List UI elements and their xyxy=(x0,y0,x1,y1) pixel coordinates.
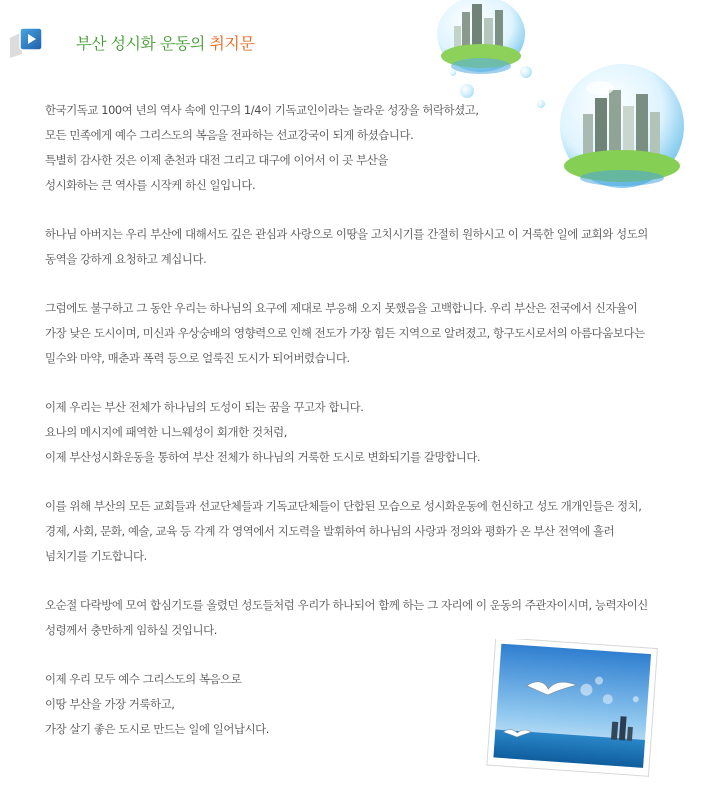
play-icon xyxy=(8,24,52,60)
text-line: 이제 우리는 부산 전체가 하나님의 도성이 되는 꿈을 꾸고자 합니다. xyxy=(45,400,364,414)
text-line: 하나님 아버지는 우리 부산에 대해서도 깊은 관심과 사랑으로 이땅을 고치시기를 간절히 원하시고 이 거룩한 일에 교회와 성도의 xyxy=(45,227,648,241)
title-main: 부산 성시화 운동의 xyxy=(76,34,210,53)
page-header xyxy=(0,18,420,68)
small-bubble xyxy=(520,66,532,78)
title-accent: 취지문 xyxy=(209,34,255,53)
paragraph xyxy=(45,296,685,371)
text-line: 경제, 사회, 문화, 예술, 교육 등 각계 각 영역에서 지도력을 발휘하여 하나님의 사랑과 정의와 평화가 온 부산 전역에 흘러 xyxy=(45,524,615,538)
small-bubble xyxy=(450,70,456,76)
text-line: 성시화하는 큰 역사를 시작케 하신 일입니다. xyxy=(45,178,256,192)
text-line: 한국기독교 100여 년의 역사 속에 인구의 1/4이 기독교인이라는 놀라운 성장을 허락하셨고, xyxy=(45,103,479,117)
text-line: 이제 부산성시화운동을 통하여 부산 전체가 하나님의 거룩한 도시로 변화되기를 갈망합니다. xyxy=(45,450,481,464)
text-line: 가장 낮은 도시이며, 미신과 우상숭배의 영향력으로 인해 전도가 가장 힘든 지역으로 알려졌고, 항구도시로서의 아름다움보다는 xyxy=(45,326,645,340)
text-line: 이를 위해 부산의 모든 교회들과 선교단체들과 기독교단체들이 단합된 모습으로 성시화운동에 헌신하고 성도 개개인들은 정치, xyxy=(45,499,642,513)
small-bubble xyxy=(460,84,474,98)
text-line: 이땅 부산을 가장 거룩하고, xyxy=(45,697,175,711)
city-bubble-illustration xyxy=(432,0,530,78)
text-line: 특별히 감사한 것은 이제 춘천과 대전 그리고 대구에 이어서 이 곳 부산을 xyxy=(45,153,388,167)
text-line: 동역을 강하게 요청하고 계십니다. xyxy=(45,252,207,266)
seagull-city-photo xyxy=(485,639,665,779)
paragraph xyxy=(45,222,685,272)
paragraph xyxy=(45,593,685,643)
page-title xyxy=(76,31,254,54)
text-line: 가장 살기 좋은 도시로 만드는 일에 일어납시다. xyxy=(45,722,270,736)
paragraph xyxy=(45,98,685,198)
text-line: 성령께서 충만하게 임하실 것입니다. xyxy=(45,623,217,637)
text-line: 이제 우리 모두 예수 그리스도의 복음으로 xyxy=(45,672,242,686)
paragraph xyxy=(45,395,685,470)
text-line: 모든 민족에게 예수 그리스도의 복음을 전파하는 선교강국이 되게 하셨습니다. xyxy=(45,128,414,142)
text-line: 요나의 메시지에 패역한 니느웨성이 회개한 것처럼, xyxy=(45,425,287,439)
text-line: 밀수와 마약, 매춘과 폭력 등으로 얼룩진 도시가 되어버렸습니다. xyxy=(45,351,350,365)
text-line: 그럼에도 불구하고 그 동안 우리는 하나님의 요구에 제대로 부응해 오지 못했음을 고백합니다. 우리 부산은 전국에서 신자율이 xyxy=(45,301,638,315)
text-line: 넘치기를 기도합니다. xyxy=(45,549,147,563)
paragraph xyxy=(45,494,685,569)
text-line: 오순절 다락방에 모여 합심기도를 올렸던 성도들처럼 우리가 하나되어 함께 하는 그 자리에 이 운동의 주관자이시며, 능력자이신 xyxy=(45,598,648,612)
